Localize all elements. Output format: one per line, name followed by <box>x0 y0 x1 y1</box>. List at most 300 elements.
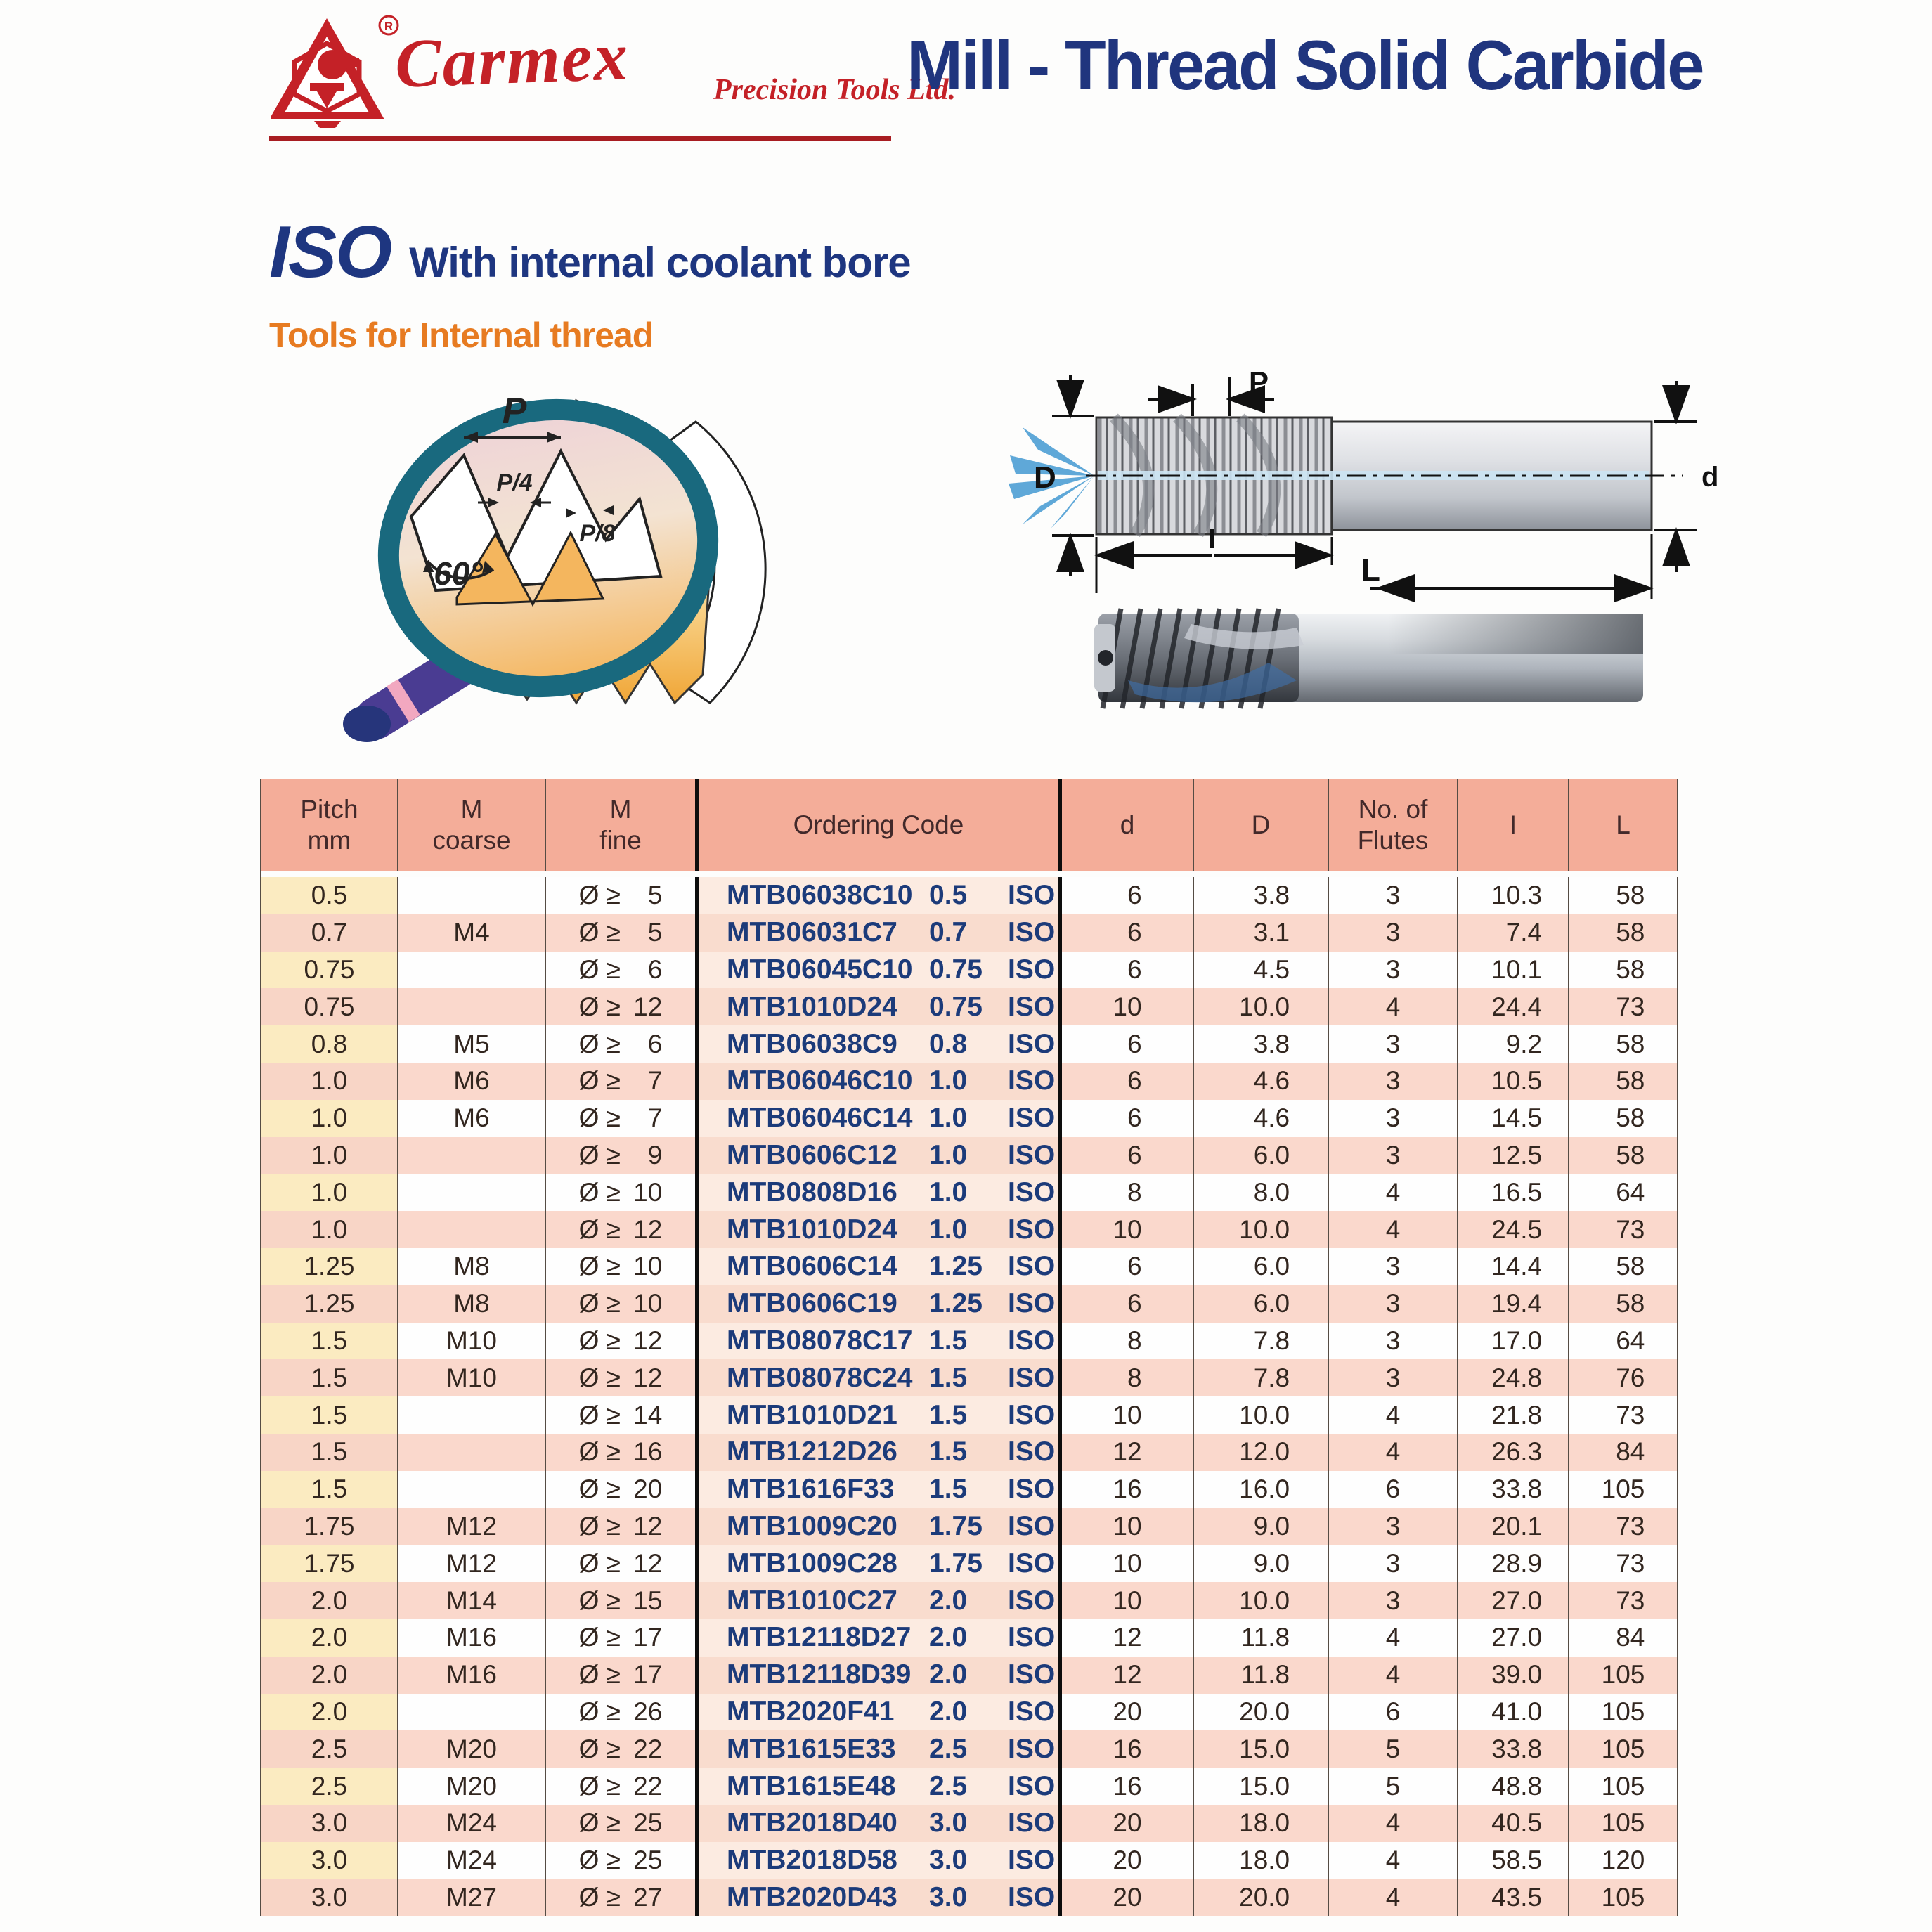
ordering-code-cell: MTB1010C27 2.0 ISO <box>699 1582 1062 1619</box>
d-cell: 6 <box>1062 1063 1194 1100</box>
big-d-cell: 3.8 <box>1194 1025 1329 1063</box>
col-header-m-coarse: M coarse <box>398 779 546 871</box>
l-cell: 73 <box>1569 988 1678 1025</box>
d-cell: 10 <box>1062 1508 1194 1545</box>
m-fine-cell: Ø ≥ 25 <box>546 1842 699 1879</box>
ordering-code-cell: MTB0606C12 1.0 ISO <box>699 1137 1062 1174</box>
i-cell: 39.0 <box>1458 1657 1569 1694</box>
m-coarse-cell: M10 <box>398 1323 546 1360</box>
col-header-d: d <box>1062 779 1194 871</box>
i-cell: 48.8 <box>1458 1768 1569 1805</box>
m-fine-cell: Ø ≥ 6 <box>546 1025 699 1063</box>
pitch-cell: 1.0 <box>261 1211 398 1248</box>
m-coarse-cell <box>398 1211 546 1248</box>
flutes-cell: 3 <box>1329 1100 1458 1137</box>
d-cell: 6 <box>1062 1100 1194 1137</box>
table-row <box>261 1879 1678 1917</box>
ordering-code-cell: MTB1009C20 1.75 ISO <box>699 1508 1062 1545</box>
pitch-cell: 1.0 <box>261 1137 398 1174</box>
ordering-code-cell: MTB06046C10 1.0 ISO <box>699 1063 1062 1100</box>
m-coarse-cell: M24 <box>398 1842 546 1879</box>
l-cell: 84 <box>1569 1619 1678 1657</box>
tools-subtitle: Tools for Internal thread <box>269 316 654 355</box>
ordering-code-cell: MTB2018D58 3.0 ISO <box>699 1842 1062 1879</box>
l-cell: 120 <box>1569 1842 1678 1879</box>
big-d-cell: 15.0 <box>1194 1768 1329 1805</box>
m-coarse-cell <box>398 877 546 914</box>
m-coarse-cell: M6 <box>398 1100 546 1137</box>
ordering-code-cell: MTB06031C7 0.7 ISO <box>699 914 1062 952</box>
big-d-cell: 15.0 <box>1194 1730 1329 1768</box>
col-header-big-d: D <box>1194 779 1329 871</box>
d-cell: 20 <box>1062 1842 1194 1879</box>
table-row <box>261 1694 1678 1731</box>
d-cell: 6 <box>1062 877 1194 914</box>
m-coarse-cell: M12 <box>398 1508 546 1545</box>
big-d-cell: 10.0 <box>1194 1582 1329 1619</box>
m-fine-cell: Ø ≥ 5 <box>546 914 699 952</box>
svg-text:R: R <box>384 20 394 33</box>
table-row <box>261 1582 1678 1619</box>
l-cell: 105 <box>1569 1730 1678 1768</box>
spec-table <box>260 779 1678 1916</box>
table-row <box>261 1842 1678 1879</box>
i-cell: 9.2 <box>1458 1025 1569 1063</box>
m-fine-cell: Ø ≥ 22 <box>546 1730 699 1768</box>
m-fine-cell: Ø ≥ 7 <box>546 1100 699 1137</box>
m-fine-cell: Ø ≥ 20 <box>546 1471 699 1508</box>
pitch-cell: 3.0 <box>261 1842 398 1879</box>
l-cell: 105 <box>1569 1694 1678 1731</box>
m-fine-cell: Ø ≥ 12 <box>546 1508 699 1545</box>
d-cell: 6 <box>1062 952 1194 989</box>
l-cell: 58 <box>1569 914 1678 952</box>
pitch-cell: 1.5 <box>261 1323 398 1360</box>
d-cell: 16 <box>1062 1730 1194 1768</box>
flutes-cell: 3 <box>1329 1323 1458 1360</box>
m-fine-cell: Ø ≥ 12 <box>546 1359 699 1396</box>
big-d-cell: 10.0 <box>1194 1211 1329 1248</box>
m-fine-cell: Ø ≥ 15 <box>546 1582 699 1619</box>
table-row <box>261 1025 1678 1063</box>
ordering-code-cell: MTB0606C14 1.25 ISO <box>699 1248 1062 1285</box>
m-fine-cell: Ø ≥ 14 <box>546 1396 699 1434</box>
m-fine-cell: Ø ≥ 12 <box>546 988 699 1025</box>
i-cell: 10.1 <box>1458 952 1569 989</box>
profile-pitch-label: P <box>502 391 527 432</box>
pitch-cell: 1.5 <box>261 1359 398 1396</box>
flutes-cell: 4 <box>1329 1619 1458 1657</box>
big-d-cell: 4.6 <box>1194 1063 1329 1100</box>
ordering-code-cell: MTB1212D26 1.5 ISO <box>699 1434 1062 1471</box>
flutes-cell: 4 <box>1329 1174 1458 1211</box>
flutes-cell: 6 <box>1329 1694 1458 1731</box>
pitch-cell: 1.25 <box>261 1285 398 1323</box>
i-cell: 24.8 <box>1458 1359 1569 1396</box>
big-d-cell: 7.8 <box>1194 1323 1329 1360</box>
l-cell: 64 <box>1569 1174 1678 1211</box>
i-cell: 21.8 <box>1458 1396 1569 1434</box>
m-fine-cell: Ø ≥ 26 <box>546 1694 699 1731</box>
pitch-cell: 1.0 <box>261 1174 398 1211</box>
d-cell: 6 <box>1062 1137 1194 1174</box>
big-d-cell: 10.0 <box>1194 988 1329 1025</box>
d-cell: 6 <box>1062 1285 1194 1323</box>
ordering-code-cell: MTB12118D27 2.0 ISO <box>699 1619 1062 1657</box>
m-coarse-cell <box>398 1174 546 1211</box>
big-d-cell: 7.8 <box>1194 1359 1329 1396</box>
m-coarse-cell: M6 <box>398 1063 546 1100</box>
i-cell: 14.4 <box>1458 1248 1569 1285</box>
l-cell: 58 <box>1569 1248 1678 1285</box>
m-fine-cell: Ø ≥ 12 <box>546 1211 699 1248</box>
m-fine-cell: Ø ≥ 6 <box>546 952 699 989</box>
pitch-cell: 2.0 <box>261 1619 398 1657</box>
m-coarse-cell: M20 <box>398 1730 546 1768</box>
l-cell: 58 <box>1569 1285 1678 1323</box>
table-row <box>261 1545 1678 1582</box>
ordering-code-cell: MTB1010D21 1.5 ISO <box>699 1396 1062 1434</box>
d-cell: 20 <box>1062 1694 1194 1731</box>
big-d-cell: 12.0 <box>1194 1434 1329 1471</box>
l-cell: 58 <box>1569 1025 1678 1063</box>
handle-tip <box>343 706 391 742</box>
flutes-cell: 6 <box>1329 1471 1458 1508</box>
m-fine-cell: Ø ≥ 7 <box>546 1063 699 1100</box>
d-cell: 12 <box>1062 1657 1194 1694</box>
table-row <box>261 1434 1678 1471</box>
ordering-code-cell: MTB2020F41 2.0 ISO <box>699 1694 1062 1731</box>
i-cell: 16.5 <box>1458 1174 1569 1211</box>
dim-small-d-label: d <box>1701 462 1719 493</box>
d-cell: 8 <box>1062 1323 1194 1360</box>
flutes-cell: 4 <box>1329 1396 1458 1434</box>
ordering-code-cell: MTB2020D43 3.0 ISO <box>699 1879 1062 1917</box>
l-cell: 84 <box>1569 1434 1678 1471</box>
header-divider <box>269 136 891 141</box>
m-coarse-cell: M12 <box>398 1545 546 1582</box>
l-cell: 73 <box>1569 1508 1678 1545</box>
m-fine-cell: Ø ≥ 10 <box>546 1174 699 1211</box>
table-header-row <box>261 779 1678 871</box>
m-coarse-cell: M20 <box>398 1768 546 1805</box>
d-cell: 6 <box>1062 914 1194 952</box>
d-cell: 12 <box>1062 1619 1194 1657</box>
big-d-cell: 3.1 <box>1194 914 1329 952</box>
m-fine-cell: Ø ≥ 17 <box>546 1657 699 1694</box>
col-header-i: I <box>1458 779 1569 871</box>
d-cell: 10 <box>1062 1545 1194 1582</box>
l-cell: 58 <box>1569 1100 1678 1137</box>
table-row <box>261 952 1678 989</box>
i-cell: 33.8 <box>1458 1471 1569 1508</box>
flutes-cell: 4 <box>1329 1879 1458 1917</box>
l-cell: 73 <box>1569 1582 1678 1619</box>
ordering-code-cell: MTB06038C10 0.5 ISO <box>699 877 1062 914</box>
l-cell: 105 <box>1569 1657 1678 1694</box>
flutes-cell: 4 <box>1329 1211 1458 1248</box>
big-d-cell: 20.0 <box>1194 1879 1329 1917</box>
flutes-cell: 3 <box>1329 1248 1458 1285</box>
big-d-cell: 6.0 <box>1194 1137 1329 1174</box>
pitch-cell: 2.5 <box>261 1768 398 1805</box>
table-row <box>261 1619 1678 1657</box>
page-title: Mill - Thread Solid Carbide <box>907 26 1703 104</box>
big-d-cell: 10.0 <box>1194 1396 1329 1434</box>
ordering-code-cell: MTB06045C10 0.75 ISO <box>699 952 1062 989</box>
big-d-cell: 11.8 <box>1194 1657 1329 1694</box>
big-d-cell: 18.0 <box>1194 1805 1329 1842</box>
m-coarse-cell: M10 <box>398 1359 546 1396</box>
m-coarse-cell: M4 <box>398 914 546 952</box>
i-cell: 20.1 <box>1458 1508 1569 1545</box>
ordering-code-cell: MTB1010D24 1.0 ISO <box>699 1211 1062 1248</box>
table-body <box>261 877 1678 1916</box>
pitch-cell: 3.0 <box>261 1805 398 1842</box>
i-cell: 40.5 <box>1458 1805 1569 1842</box>
table-row <box>261 1730 1678 1768</box>
dim-big-d-label: D <box>1034 460 1056 495</box>
flutes-cell: 4 <box>1329 1805 1458 1842</box>
table-row <box>261 1285 1678 1323</box>
table-row <box>261 914 1678 952</box>
m-fine-cell: Ø ≥ 10 <box>546 1285 699 1323</box>
big-d-cell: 8.0 <box>1194 1174 1329 1211</box>
i-cell: 58.5 <box>1458 1842 1569 1879</box>
i-cell: 33.8 <box>1458 1730 1569 1768</box>
d-cell: 10 <box>1062 1396 1194 1434</box>
i-cell: 17.0 <box>1458 1323 1569 1360</box>
big-d-cell: 11.8 <box>1194 1619 1329 1657</box>
table-row <box>261 1100 1678 1137</box>
m-coarse-cell <box>398 1471 546 1508</box>
big-d-cell: 6.0 <box>1194 1285 1329 1323</box>
l-cell: 73 <box>1569 1211 1678 1248</box>
profile-angle-label: 60° <box>434 555 483 592</box>
l-cell: 64 <box>1569 1323 1678 1360</box>
d-cell: 6 <box>1062 1248 1194 1285</box>
table-row <box>261 1359 1678 1396</box>
ordering-code-cell: MTB08078C24 1.5 ISO <box>699 1359 1062 1396</box>
coolant-bore-hole <box>1098 650 1113 666</box>
flutes-cell: 3 <box>1329 914 1458 952</box>
m-fine-cell: Ø ≥ 12 <box>546 1545 699 1582</box>
flutes-cell: 3 <box>1329 1582 1458 1619</box>
m-coarse-cell: M8 <box>398 1248 546 1285</box>
pitch-cell: 2.0 <box>261 1657 398 1694</box>
col-header-pitch: Pitch mm <box>261 779 398 871</box>
series-heading <box>269 211 911 294</box>
profile-quarter-label: P/4 <box>496 469 533 496</box>
m-coarse-cell: M27 <box>398 1879 546 1917</box>
l-cell: 105 <box>1569 1768 1678 1805</box>
m-fine-cell: Ø ≥ 27 <box>546 1879 699 1917</box>
i-cell: 27.0 <box>1458 1582 1569 1619</box>
table-row <box>261 1657 1678 1694</box>
ordering-code-cell: MTB1615E48 2.5 ISO <box>699 1768 1062 1805</box>
tool-dimension-drawing <box>973 367 1746 602</box>
table-row <box>261 1323 1678 1360</box>
big-d-cell: 6.0 <box>1194 1248 1329 1285</box>
pitch-cell: 1.5 <box>261 1471 398 1508</box>
ordering-code-cell: MTB06038C9 0.8 ISO <box>699 1025 1062 1063</box>
m-coarse-cell <box>398 952 546 989</box>
d-cell: 8 <box>1062 1359 1194 1396</box>
m-fine-cell: Ø ≥ 17 <box>546 1619 699 1657</box>
d-cell: 10 <box>1062 1211 1194 1248</box>
d-cell: 20 <box>1062 1805 1194 1842</box>
d-cell: 12 <box>1062 1434 1194 1471</box>
d-cell: 16 <box>1062 1471 1194 1508</box>
m-coarse-cell: M16 <box>398 1619 546 1657</box>
l-cell: 73 <box>1569 1545 1678 1582</box>
ordering-code-cell: MTB1009C28 1.75 ISO <box>699 1545 1062 1582</box>
table-row <box>261 1768 1678 1805</box>
table-row <box>261 1211 1678 1248</box>
flutes-cell: 4 <box>1329 1842 1458 1879</box>
pitch-cell: 0.5 <box>261 877 398 914</box>
pitch-cell: 2.5 <box>261 1730 398 1768</box>
flutes-cell: 3 <box>1329 1285 1458 1323</box>
m-fine-cell: Ø ≥ 10 <box>546 1248 699 1285</box>
pitch-cell: 1.0 <box>261 1100 398 1137</box>
dim-p-label: P <box>1249 367 1269 398</box>
ordering-code-cell: MTB0808D16 1.0 ISO <box>699 1174 1062 1211</box>
i-cell: 26.3 <box>1458 1434 1569 1471</box>
l-cell: 58 <box>1569 952 1678 989</box>
flutes-cell: 4 <box>1329 1434 1458 1471</box>
ordering-code-cell: MTB08078C17 1.5 ISO <box>699 1323 1062 1360</box>
pitch-cell: 0.7 <box>261 914 398 952</box>
m-coarse-cell <box>398 988 546 1025</box>
series-name: ISO <box>269 212 391 293</box>
flutes-cell: 3 <box>1329 1508 1458 1545</box>
dim-l-label: L <box>1361 553 1380 588</box>
col-header-l: L <box>1569 779 1678 871</box>
pitch-cell: 2.0 <box>261 1582 398 1619</box>
m-coarse-cell: M16 <box>398 1657 546 1694</box>
big-d-cell: 9.0 <box>1194 1545 1329 1582</box>
i-cell: 27.0 <box>1458 1619 1569 1657</box>
m-coarse-cell: M8 <box>398 1285 546 1323</box>
big-d-cell: 3.8 <box>1194 877 1329 914</box>
table-row <box>261 877 1678 914</box>
i-cell: 14.5 <box>1458 1100 1569 1137</box>
tool-photo <box>1086 596 1662 722</box>
table-row <box>261 1137 1678 1174</box>
flutes-cell: 3 <box>1329 952 1458 989</box>
ordering-code-cell: MTB06046C14 1.0 ISO <box>699 1100 1062 1137</box>
m-fine-cell: Ø ≥ 9 <box>546 1137 699 1174</box>
m-coarse-cell <box>398 1434 546 1471</box>
pitch-cell: 0.75 <box>261 952 398 989</box>
l-cell: 58 <box>1569 1137 1678 1174</box>
flutes-cell: 3 <box>1329 1063 1458 1100</box>
d-cell: 20 <box>1062 1879 1194 1917</box>
big-d-cell: 20.0 <box>1194 1694 1329 1731</box>
m-coarse-cell: M5 <box>398 1025 546 1063</box>
big-d-cell: 4.6 <box>1194 1100 1329 1137</box>
i-cell: 10.3 <box>1458 877 1569 914</box>
m-coarse-cell <box>398 1694 546 1731</box>
d-cell: 10 <box>1062 988 1194 1025</box>
ordering-code-cell: MTB1616F33 1.5 ISO <box>699 1471 1062 1508</box>
big-d-cell: 4.5 <box>1194 952 1329 989</box>
m-fine-cell: Ø ≥ 5 <box>546 877 699 914</box>
m-coarse-cell: M24 <box>398 1805 546 1842</box>
table-row <box>261 988 1678 1025</box>
l-cell: 76 <box>1569 1359 1678 1396</box>
m-fine-cell: Ø ≥ 25 <box>546 1805 699 1842</box>
brand-name: Carmex <box>394 18 631 103</box>
flutes-cell: 5 <box>1329 1768 1458 1805</box>
profile-eighth-label: P/8 <box>579 520 616 547</box>
i-cell: 12.5 <box>1458 1137 1569 1174</box>
table-row <box>261 1174 1678 1211</box>
pitch-cell: 1.5 <box>261 1434 398 1471</box>
i-cell: 7.4 <box>1458 914 1569 952</box>
handle-band <box>398 697 409 704</box>
l-cell: 73 <box>1569 1396 1678 1434</box>
big-d-cell: 18.0 <box>1194 1842 1329 1879</box>
pitch-cell: 1.75 <box>261 1545 398 1582</box>
i-cell: 43.5 <box>1458 1879 1569 1917</box>
ordering-code-cell: MTB1615E33 2.5 ISO <box>699 1730 1062 1768</box>
m-coarse-cell <box>398 1137 546 1174</box>
brand-tagline: Precision Tools Ltd. <box>713 74 956 106</box>
l-cell: 105 <box>1569 1879 1678 1917</box>
pitch-cell: 0.8 <box>261 1025 398 1063</box>
col-header-m-fine: M fine <box>546 779 699 871</box>
i-cell: 10.5 <box>1458 1063 1569 1100</box>
table-row <box>261 1805 1678 1842</box>
l-cell: 105 <box>1569 1805 1678 1842</box>
carmex-logo-icon <box>271 15 401 128</box>
m-coarse-cell <box>398 1396 546 1434</box>
big-d-cell: 16.0 <box>1194 1471 1329 1508</box>
flutes-cell: 3 <box>1329 877 1458 914</box>
series-subtitle: With internal coolant bore <box>409 239 911 286</box>
pitch-cell: 1.5 <box>261 1396 398 1434</box>
pitch-cell: 1.0 <box>261 1063 398 1100</box>
table-row <box>261 1063 1678 1100</box>
i-cell: 28.9 <box>1458 1545 1569 1582</box>
pitch-cell: 0.75 <box>261 988 398 1025</box>
m-coarse-cell: M14 <box>398 1582 546 1619</box>
l-cell: 58 <box>1569 1063 1678 1100</box>
pitch-cell: 2.0 <box>261 1694 398 1731</box>
flutes-cell: 3 <box>1329 1545 1458 1582</box>
col-header-flutes: No. of Flutes <box>1329 779 1458 871</box>
ordering-code-cell: MTB2018D40 3.0 ISO <box>699 1805 1062 1842</box>
flutes-cell: 4 <box>1329 988 1458 1025</box>
i-cell: 19.4 <box>1458 1285 1569 1323</box>
col-header-ordering-code: Ordering Code <box>699 779 1062 871</box>
big-d-cell: 9.0 <box>1194 1508 1329 1545</box>
flutes-cell: 3 <box>1329 1359 1458 1396</box>
m-fine-cell: Ø ≥ 22 <box>546 1768 699 1805</box>
flutes-cell: 3 <box>1329 1137 1458 1174</box>
ordering-code-cell: MTB0606C19 1.25 ISO <box>699 1285 1062 1323</box>
table-row <box>261 1471 1678 1508</box>
flutes-cell: 3 <box>1329 1025 1458 1063</box>
m-fine-cell: Ø ≥ 12 <box>546 1323 699 1360</box>
table-row <box>261 1508 1678 1545</box>
ordering-code-cell: MTB12118D39 2.0 ISO <box>699 1657 1062 1694</box>
table-row <box>261 1248 1678 1285</box>
i-cell: 41.0 <box>1458 1694 1569 1731</box>
pitch-cell: 1.75 <box>261 1508 398 1545</box>
